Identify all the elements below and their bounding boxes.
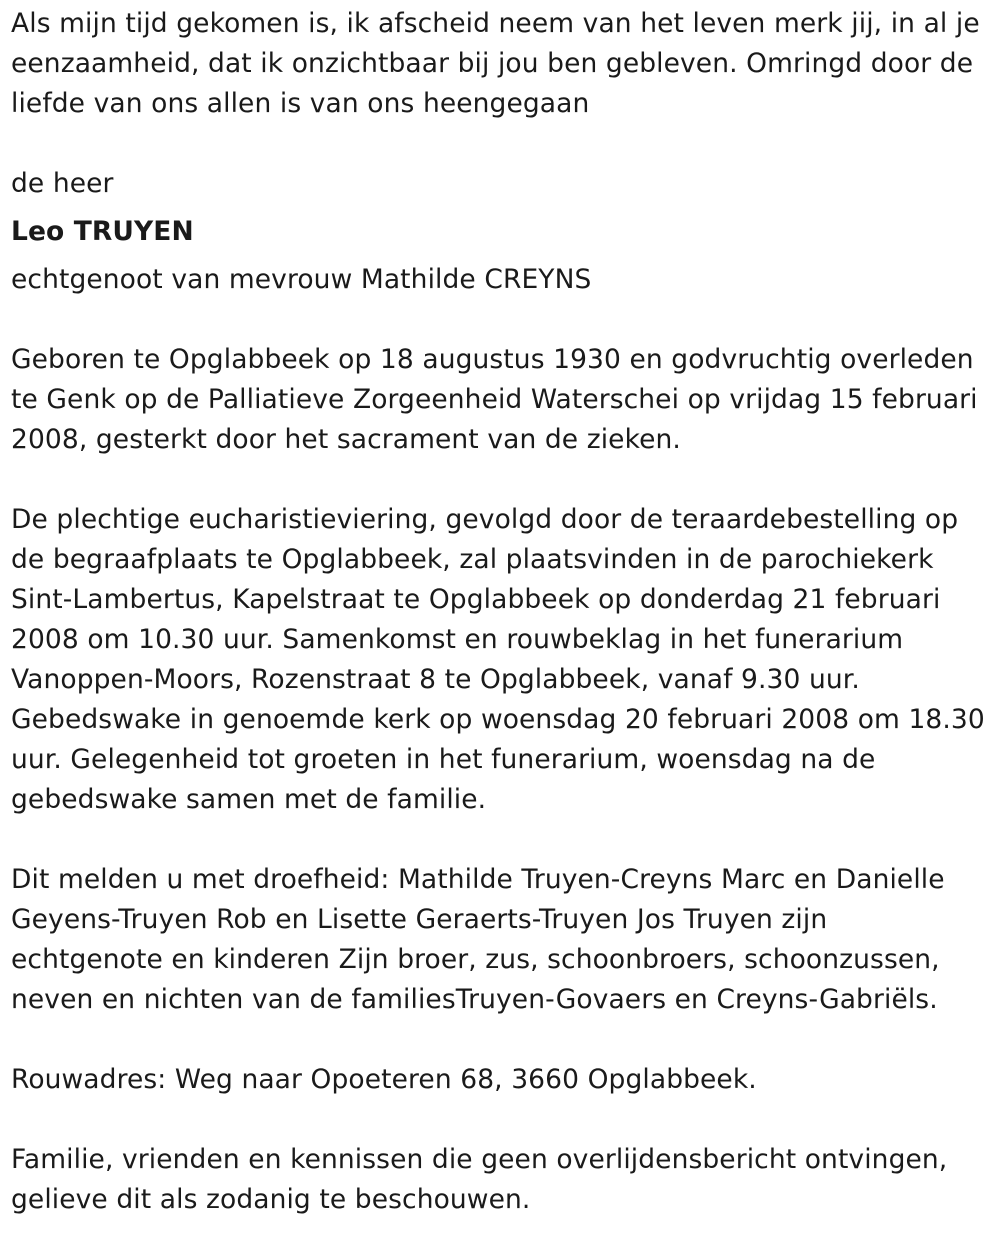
mourning-address: Rouwadres: Weg naar Opoeteren 68, 3660 Opglabbeek. [11, 1064, 757, 1095]
announcers-paragraph: Dit melden u met droefheid: Mathilde Truyen-Creyns Marc en Danielle Geyens-Truyen Rob en Lisette Geraerts-Truyen Jos Truyen zijn echtgenote en kinderen Zijn broer, zus, schoonbroers, schoonzussen, neven en nichten van de familiesTruyen-Govaers en Creyns-Gabriëls. [11, 864, 945, 1015]
closing-paragraph: Familie, vrienden en kennissen die geen overlijdensbericht ontvingen, gelieve dit als zodanig te beschouwen. [11, 1144, 948, 1215]
deceased-name [11, 212, 986, 252]
obituary-notice [11, 4, 986, 1220]
birth-death-paragraph: Geboren te Opglabbeek op 18 augustus 1930 en godvruchtig overleden te Genk op de Palliatieve Zorgeenheid Waterschei op vrijdag 15 februari 2008, gesterkt door het sacrament van de zieken. [11, 344, 978, 455]
honorific: de heer [11, 168, 114, 199]
ceremony-paragraph: De plechtige eucharistieviering, gevolgd door de teraardebestelling op de begraafplaats te Opglabbeek, zal plaatsvinden in de parochiekerk Sint-Lambertus, Kapelstraat te Opglabbeek op donderdag 21 februari 2008 om 10.30 uur. Samenkomst en rouwbeklag in het funerarium Vanoppen-Moors, Rozenstraat 8 te Opglabbeek, vanaf 9.30 uur. Gebedswake in genoemde kerk op woensdag 20 februari 2008 om 18.30 uur. Gelegenheid tot groeten in het funerarium, woensdag na de gebedswake samen met de familie. [11, 504, 985, 815]
spouse-line: echtgenoot van mevrouw Mathilde CREYNS [11, 264, 592, 295]
deceased-first-name: Leo [11, 216, 74, 247]
deceased-last-name: TRUYEN [73, 216, 194, 247]
intro-paragraph: Als mijn tijd gekomen is, ik afscheid neem van het leven merk jij, in al je eenzaamheid, dat ik onzichtbaar bij jou ben gebleven. Omringd door de liefde van ons allen is van ons heengegaan [11, 8, 980, 119]
